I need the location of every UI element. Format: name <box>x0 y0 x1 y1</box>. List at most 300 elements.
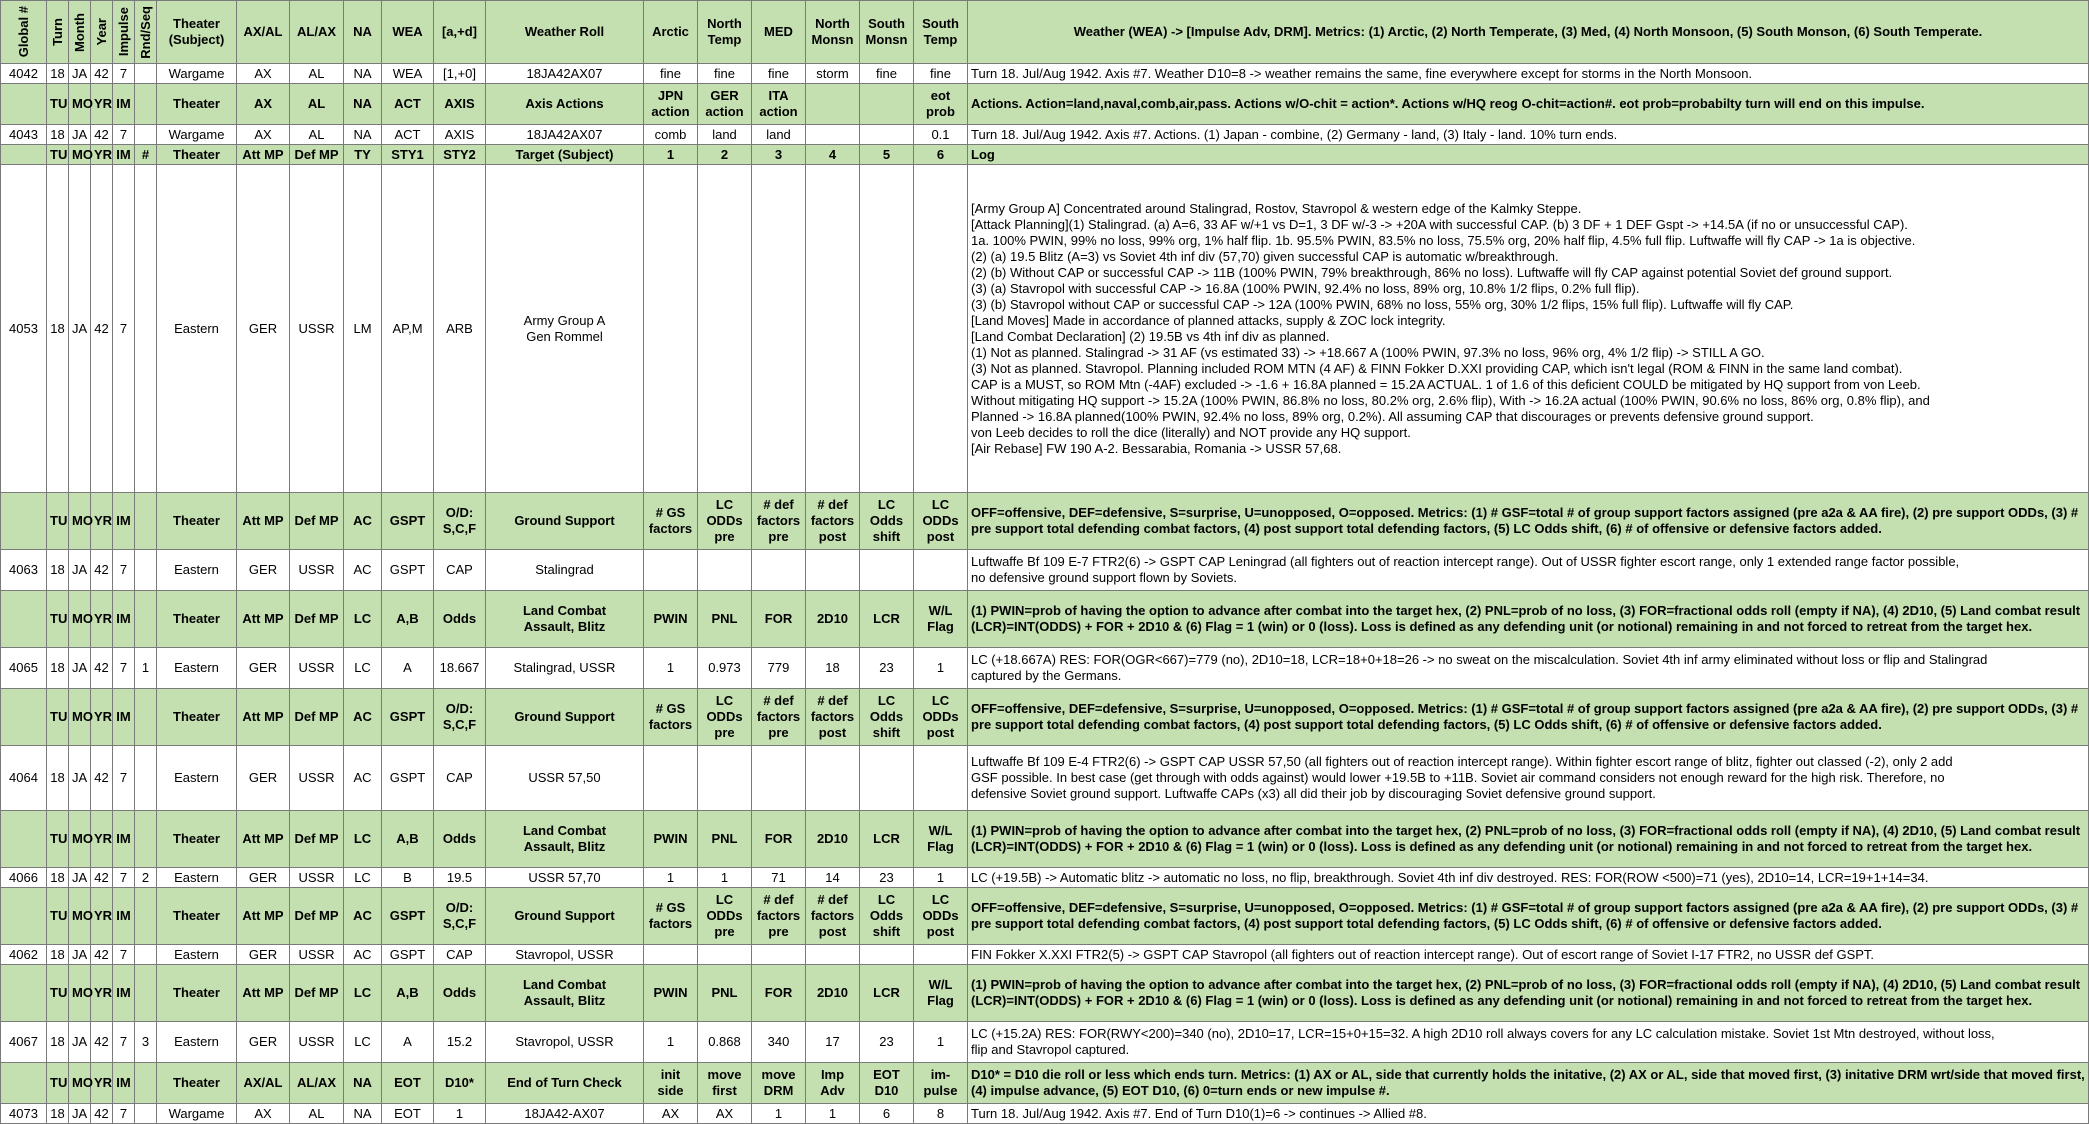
table-cell: GER <box>237 648 290 689</box>
table-cell: Land Combat Assault, Blitz <box>486 811 644 868</box>
table-cell: 1 <box>752 1104 806 1124</box>
table-cell: LC <box>344 648 382 689</box>
table-cell: GSPT <box>382 550 434 591</box>
table-cell: AX <box>237 1104 290 1124</box>
table-cell <box>1 811 47 868</box>
table-cell: 6 <box>860 1104 914 1124</box>
header-cell: Year <box>91 1 113 64</box>
table-cell <box>135 689 157 746</box>
table-cell: LC Odds shift <box>860 689 914 746</box>
table-cell: 42 <box>91 648 113 689</box>
table-cell: # def factors pre <box>752 493 806 550</box>
table-cell <box>135 1104 157 1124</box>
table-row <box>1 868 2089 888</box>
table-cell: NA <box>344 125 382 145</box>
table-cell: LC ODDs post <box>914 689 968 746</box>
table-cell <box>752 550 806 591</box>
table-cell <box>135 746 157 811</box>
header-cell: WEA <box>382 1 434 64</box>
table-cell: JA <box>69 648 91 689</box>
table-body <box>1 64 2089 1124</box>
table-cell: GER <box>237 746 290 811</box>
table-cell: 1 <box>644 868 698 888</box>
table-cell: Stavropol, USSR <box>486 1022 644 1063</box>
table-cell: Theater <box>157 493 237 550</box>
table-cell: 15.2 <box>434 1022 486 1063</box>
table-cell: JA <box>69 1104 91 1124</box>
table-cell: Att MP <box>237 811 290 868</box>
table-cell: LC ODDs post <box>914 493 968 550</box>
table-cell: YR <box>91 591 113 648</box>
table-cell: 18 <box>47 945 69 965</box>
table-cell: 4065 <box>1 648 47 689</box>
table-cell: 4042 <box>1 64 47 84</box>
table-cell: USSR <box>290 945 344 965</box>
table-cell: JA <box>69 550 91 591</box>
table-cell: AL/AX <box>290 1063 344 1104</box>
table-cell: MO <box>69 811 91 868</box>
table-cell: Theater <box>157 591 237 648</box>
section-header-row <box>1 1063 2089 1104</box>
log-cell: OFF=offensive, DEF=defensive, S=surprise, U=unopposed, O=opposed. Metrics: (1) # GSF=total # of group support factors assigned (pre a2a & AA fire), (2) pre support ODDs, (3) # pre support total defending combat factors, (4) post support total defending factors, (5) LC Odds shift, (6) # of offensive or defensive factors added. <box>968 493 2089 550</box>
table-cell: 7 <box>113 868 135 888</box>
table-cell: # def factors post <box>806 493 860 550</box>
table-cell: IM <box>113 965 135 1022</box>
log-cell: Luftwaffe Bf 109 E-7 FTR2(6) -> GSPT CAP Leningrad (all fighters out of reaction intercept range). Out of USSR fighter escort range, only 1 extended range factor possible, no defensive ground support flown by Soviets. <box>968 550 2089 591</box>
table-cell: Def MP <box>290 145 344 165</box>
table-cell: 4066 <box>1 868 47 888</box>
table-cell <box>644 550 698 591</box>
table-cell: 18JA42AX07 <box>486 64 644 84</box>
table-cell: Att MP <box>237 145 290 165</box>
table-cell: 18 <box>47 746 69 811</box>
table-cell: GER <box>237 868 290 888</box>
table-cell: Def MP <box>290 811 344 868</box>
table-cell: IM <box>113 84 135 125</box>
section-header-row <box>1 965 2089 1022</box>
table-cell: ACT <box>382 125 434 145</box>
table-cell: 18 <box>47 550 69 591</box>
header-cell: South Temp <box>914 1 968 64</box>
table-cell: 7 <box>113 746 135 811</box>
table-cell: Theater <box>157 811 237 868</box>
table-cell: Theater <box>157 84 237 125</box>
table-cell: 18JA42AX07 <box>486 125 644 145</box>
section-header-row <box>1 84 2089 125</box>
table-cell: LCR <box>860 591 914 648</box>
section-header-row <box>1 689 2089 746</box>
table-cell: IM <box>113 493 135 550</box>
table-cell: Att MP <box>237 493 290 550</box>
table-cell <box>135 945 157 965</box>
table-cell: 18 <box>47 648 69 689</box>
table-cell: IM <box>113 888 135 945</box>
table-cell: GER <box>237 165 290 493</box>
header-cell: Impulse <box>113 1 135 64</box>
table-cell <box>1 84 47 125</box>
table-cell: 2D10 <box>806 965 860 1022</box>
table-cell: MO <box>69 145 91 165</box>
table-cell: 3 <box>135 1022 157 1063</box>
table-cell: 779 <box>752 648 806 689</box>
table-cell: TU <box>47 965 69 1022</box>
table-cell: ARB <box>434 165 486 493</box>
table-cell: TY <box>344 145 382 165</box>
table-cell: # GS factors <box>644 493 698 550</box>
table-cell: 19.5 <box>434 868 486 888</box>
table-cell: 4064 <box>1 746 47 811</box>
table-cell: eot prob <box>914 84 968 125</box>
header-cell: Arctic <box>644 1 698 64</box>
table-cell: fine <box>644 64 698 84</box>
table-cell: 5 <box>860 145 914 165</box>
table-cell <box>135 888 157 945</box>
table-cell: Theater <box>157 965 237 1022</box>
table-cell: Land Combat Assault, Blitz <box>486 591 644 648</box>
table-cell: 2 <box>135 868 157 888</box>
table-cell: 0.868 <box>698 1022 752 1063</box>
table-cell: LCR <box>860 811 914 868</box>
header-cell: Theater (Subject) <box>157 1 237 64</box>
section-header-row <box>1 591 2089 648</box>
table-cell: A,B <box>382 965 434 1022</box>
table-cell: 1 <box>644 648 698 689</box>
table-cell: GSPT <box>382 945 434 965</box>
table-cell: Eastern <box>157 550 237 591</box>
table-cell: GER action <box>698 84 752 125</box>
table-row <box>1 746 2089 811</box>
table-row <box>1 945 2089 965</box>
table-cell <box>644 746 698 811</box>
table-cell: USSR <box>290 550 344 591</box>
table-cell <box>806 550 860 591</box>
table-cell <box>860 550 914 591</box>
table-cell: 1 <box>135 648 157 689</box>
table-cell: 18 <box>47 1022 69 1063</box>
table-cell <box>860 125 914 145</box>
table-cell: JA <box>69 746 91 811</box>
table-cell: Wargame <box>157 1104 237 1124</box>
table-cell: AL <box>290 125 344 145</box>
table-cell: Theater <box>157 689 237 746</box>
table-cell: Stalingrad <box>486 550 644 591</box>
table-cell: 23 <box>860 868 914 888</box>
table-cell: 7 <box>113 648 135 689</box>
table-cell: AC <box>344 493 382 550</box>
table-cell: MO <box>69 591 91 648</box>
table-cell: Eastern <box>157 1022 237 1063</box>
table-cell: JPN action <box>644 84 698 125</box>
table-cell: EOT <box>382 1104 434 1124</box>
table-cell: GSPT <box>382 689 434 746</box>
table-cell: fine <box>860 64 914 84</box>
table-cell: ACT <box>382 84 434 125</box>
table-cell: AXIS <box>434 125 486 145</box>
table-cell <box>135 965 157 1022</box>
table-cell: LC <box>344 965 382 1022</box>
table-cell: 0.973 <box>698 648 752 689</box>
table-cell: TU <box>47 689 69 746</box>
table-cell: LM <box>344 165 382 493</box>
table-cell <box>644 945 698 965</box>
table-cell: JA <box>69 945 91 965</box>
table-cell <box>806 945 860 965</box>
table-cell: Imp Adv <box>806 1063 860 1104</box>
table-cell: YR <box>91 965 113 1022</box>
table-row <box>1 64 2089 84</box>
table-cell: PWIN <box>644 591 698 648</box>
table-cell: STY1 <box>382 145 434 165</box>
table-cell: GER <box>237 1022 290 1063</box>
table-cell: PWIN <box>644 811 698 868</box>
table-cell: Target (Subject) <box>486 145 644 165</box>
table-cell: 18 <box>806 648 860 689</box>
table-cell: 1 <box>914 648 968 689</box>
table-cell: CAP <box>434 550 486 591</box>
table-cell: JA <box>69 165 91 493</box>
table-cell: A <box>382 648 434 689</box>
table-cell: init side <box>644 1063 698 1104</box>
table-cell: MO <box>69 84 91 125</box>
table-cell: TU <box>47 811 69 868</box>
section-header-row <box>1 888 2089 945</box>
table-cell <box>1 493 47 550</box>
table-cell <box>1 1063 47 1104</box>
log-cell: Turn 18. Jul/Aug 1942. Axis #7. End of Turn D10(1)=6 -> continues -> Allied #8. <box>968 1104 2089 1124</box>
table-cell: Def MP <box>290 591 344 648</box>
table-cell: AX/AL <box>237 1063 290 1104</box>
table-cell <box>752 945 806 965</box>
table-cell: AXIS <box>434 84 486 125</box>
table-cell: 1 <box>434 1104 486 1124</box>
table-cell: Wargame <box>157 64 237 84</box>
table-cell: Odds <box>434 811 486 868</box>
table-cell: Axis Actions <box>486 84 644 125</box>
table-cell: 7 <box>113 1022 135 1063</box>
log-cell: [Army Group A] Concentrated around Stalingrad, Rostov, Stavropol & western edge of the Kalmky Steppe. [Attack Planning](1) Stalingrad. (a) A=6, 33 AF w/+1 vs D=1, 3 DF w/-3 -> +20A with successful CAP. (b) 3 DF + 1 DEF Gspt -> +14.5A (if no or unsuccessful CAP). 1a. 100% PWIN, 99% no loss, 99% org, 1% half flip. 1b. 95.5% PWIN, 83.5% no loss, 75.5% org, 20% half flip, 4.5% full flip. Luftwaffe will fly CAP -> 1a is objective. (2) (a) 19.5 Blitz (A=3) vs Soviet 4th inf div (57,70) given successful CAP is automatic w/breakthrough. (2) (b) Without CAP or successful CAP -> 11B (100% PWIN, 79% breakthrough, 86% no loss). Luftwaffe will fly CAP against potential Soviet def ground support. (3) (a) Stavropol with successful CAP -> 16.8A (100% PWIN, 92.4% no loss, 89% org, 10.8% 1/2 flips, 0.2% full flip). (3) (b) Stavropol without CAP or successful CAP -> 12A (100% PWIN, 68% no loss, 55% org, 30% 1/2 flips, 15% full flip). Luftwaffe will fly CAP. [Land Moves] Made in accordance of planned attacks, supply & ZOC lock integrity. [Land Combat Declaration] (2) 19.5B vs 4th inf div as planned. (1) Not as planned. Stalingrad -> 31 AF (vs estimated 33) -> +18.667 A (100% PWIN, 97.3% no loss, 96% org, 4% 1/2 flip) -> STILL A GO. (3) Not as planned. Stavropol. Planning included ROM MTN (4 AF) & FINN Fokker D.XXI providing CAP, which isn't legal (ROM & FINN in the same land combat). CAP is a MUST, so ROM Mtn (-4AF) excluded -> -1.6 + 16.8A planned = 15.2A ACTUAL. 1 of 1.6 of this deficient COULD be mitigated by HQ support from von Leeb. Without mitigating HQ support -> 15.2A (100% PWIN, 86.8% no loss, 80.2% org, 2.6% flip), With -> 16.2A actual (100% PWIN, 90.6% no loss, 86% org, 0.8% flip), and Planned -> 16.8A planned(100% PWIN, 92.4% no loss, 89% org, 0.2%). All assuming CAP that discourages or prevents defensive ground support. von Leeb decides to roll the dice (literally) and NOT provide any HQ support. [Air Rebase] FW 190 A-2. Bessarabia, Romania -> USSR 57,68. <box>968 165 2089 493</box>
table-cell: IM <box>113 145 135 165</box>
table-cell: JA <box>69 868 91 888</box>
table-cell <box>806 746 860 811</box>
table-cell: 7 <box>113 64 135 84</box>
table-cell <box>806 84 860 125</box>
table-cell: 1 <box>914 1022 968 1063</box>
table-cell <box>1 965 47 1022</box>
table-cell: D10* <box>434 1063 486 1104</box>
header-cell: MED <box>752 1 806 64</box>
table-cell: GSPT <box>382 888 434 945</box>
header-cell: South Monsn <box>860 1 914 64</box>
table-cell: B <box>382 868 434 888</box>
table-cell: GER <box>237 945 290 965</box>
table-cell <box>860 746 914 811</box>
table-cell: 18 <box>47 1104 69 1124</box>
table-cell: 71 <box>752 868 806 888</box>
table-cell: YR <box>91 493 113 550</box>
table-cell: JA <box>69 125 91 145</box>
table-cell: STY2 <box>434 145 486 165</box>
table-cell: A <box>382 1022 434 1063</box>
table-cell <box>135 84 157 125</box>
table-cell: TU <box>47 84 69 125</box>
table-cell: USSR 57,70 <box>486 868 644 888</box>
table-row <box>1 1022 2089 1063</box>
table-cell: EOT D10 <box>860 1063 914 1104</box>
header-cell: Weather (WEA) -> [Impulse Adv, DRM]. Metrics: (1) Arctic, (2) North Temperate, (3) Med, (4) North Monsoon, (5) South Monson, (6) South Temperate. <box>968 1 2089 64</box>
table-cell: PNL <box>698 965 752 1022</box>
table-cell <box>860 945 914 965</box>
table-cell: YR <box>91 145 113 165</box>
table-cell: 7 <box>113 165 135 493</box>
table-cell: YR <box>91 689 113 746</box>
table-cell: Att MP <box>237 888 290 945</box>
table-cell: 4067 <box>1 1022 47 1063</box>
table-cell: JA <box>69 64 91 84</box>
table-cell: NA <box>344 64 382 84</box>
table-cell: move first <box>698 1063 752 1104</box>
table-cell: W/L Flag <box>914 591 968 648</box>
table-cell: # def factors pre <box>752 689 806 746</box>
table-cell <box>860 84 914 125</box>
table-cell: IM <box>113 811 135 868</box>
header-cell: North Temp <box>698 1 752 64</box>
header-cell: Month <box>69 1 91 64</box>
table-cell: USSR <box>290 746 344 811</box>
table-cell: Eastern <box>157 648 237 689</box>
table-cell: AX <box>698 1104 752 1124</box>
table-cell <box>135 493 157 550</box>
table-cell: 1 <box>914 868 968 888</box>
log-cell: LC (+19.5B) -> Automatic blitz -> automatic no loss, no flip, breakthrough. Soviet 4th inf div destroyed. RES: FOR(ROW <500)=71 (yes), 2D10=14, LCR=19+1+14=34. <box>968 868 2089 888</box>
table-cell: YR <box>91 1063 113 1104</box>
table-cell: # def factors post <box>806 888 860 945</box>
log-cell: (1) PWIN=prob of having the option to advance after combat into the target hex, (2) PNL=prob of no loss, (3) FOR=fractional odds roll (empty if NA), (4) 2D10, (5) Land combat result (LCR)=INT(ODDS) + FOR + 2D10 & (6) Flag = 1 (win) or 0 (loss). Loss is defined as any defending unit (or notional) remaining in and not forced to retreat from the target hex. <box>968 965 2089 1022</box>
table-cell: YR <box>91 84 113 125</box>
table-cell: Def MP <box>290 965 344 1022</box>
table-cell: 18 <box>47 165 69 493</box>
table-cell: 18 <box>47 125 69 145</box>
table-cell: Odds <box>434 965 486 1022</box>
table-cell: USSR <box>290 165 344 493</box>
table-cell <box>698 746 752 811</box>
table-cell: LC <box>344 1022 382 1063</box>
table-cell: 2D10 <box>806 811 860 868</box>
table-cell: W/L Flag <box>914 811 968 868</box>
table-cell: AL <box>290 64 344 84</box>
table-cell: O/D: S,C,F <box>434 888 486 945</box>
table-cell: 7 <box>113 550 135 591</box>
table-cell: PWIN <box>644 965 698 1022</box>
header-cell: AX/AL <box>237 1 290 64</box>
table-cell: PNL <box>698 811 752 868</box>
header-cell: [a,+d] <box>434 1 486 64</box>
header-cell: Weather Roll <box>486 1 644 64</box>
table-cell: 4043 <box>1 125 47 145</box>
table-cell: 17 <box>806 1022 860 1063</box>
table-cell: MO <box>69 1063 91 1104</box>
table-cell: LC <box>344 591 382 648</box>
table-cell: AX <box>644 1104 698 1124</box>
table-cell: land <box>698 125 752 145</box>
table-cell: MO <box>69 689 91 746</box>
table-cell: Theater <box>157 145 237 165</box>
table-cell: PNL <box>698 591 752 648</box>
table-cell: fine <box>698 64 752 84</box>
table-cell: 1 <box>806 1104 860 1124</box>
table-cell: 14 <box>806 868 860 888</box>
table-cell <box>1 888 47 945</box>
table-cell: LC ODDs pre <box>698 888 752 945</box>
table-cell: Eastern <box>157 868 237 888</box>
table-cell: End of Turn Check <box>486 1063 644 1104</box>
table-cell <box>1 145 47 165</box>
table-cell: MO <box>69 888 91 945</box>
table-cell: 4073 <box>1 1104 47 1124</box>
table-cell <box>135 550 157 591</box>
table-cell: Wargame <box>157 125 237 145</box>
table-cell: Theater <box>157 888 237 945</box>
table-cell: Eastern <box>157 165 237 493</box>
table-cell <box>914 945 968 965</box>
table-cell: AX <box>237 125 290 145</box>
log-cell: D10* = D10 die roll or less which ends turn. Metrics: (1) AX or AL, side that currently holds the initative, (2) AX or AL, side that moved first, (3) initative DRM wrt/side that moved first, (4) impulse advance, (5) EOT D10, (6) 0=turn ends or new impulse #. <box>968 1063 2089 1104</box>
log-cell: Turn 18. Jul/Aug 1942. Axis #7. Actions. (1) Japan - combine, (2) Germany - land, (3) Italy - land. 10% turn ends. <box>968 125 2089 145</box>
table-cell: USSR 57,50 <box>486 746 644 811</box>
table-cell: NA <box>344 84 382 125</box>
table-cell: NA <box>344 1104 382 1124</box>
table-cell: # def factors post <box>806 689 860 746</box>
log-cell: LC (+18.667A) RES: FOR(OGR<667)=779 (no), 2D10=18, LCR=18+0+18=26 -> no sweat on the miscalculation. Soviet 4th inf army eliminated without loss or flip and Stalingrad captured by the Germans. <box>968 648 2089 689</box>
table-cell: 7 <box>113 125 135 145</box>
table-cell: 42 <box>91 550 113 591</box>
table-cell: comb <box>644 125 698 145</box>
table-cell: NA <box>344 1063 382 1104</box>
table-cell: 42 <box>91 64 113 84</box>
table-cell: 2D10 <box>806 591 860 648</box>
table-cell: Att MP <box>237 689 290 746</box>
section-header-row <box>1 493 2089 550</box>
log-cell: OFF=offensive, DEF=defensive, S=surprise, U=unopposed, O=opposed. Metrics: (1) # GSF=total # of group support factors assigned (pre a2a & AA fire), (2) pre support ODDs, (3) # pre support total defending combat factors, (4) post support total defending factors, (5) LC Odds shift, (6) # of offensive or defensive factors added. <box>968 888 2089 945</box>
table-cell: 18JA42-AX07 <box>486 1104 644 1124</box>
table-cell: 18 <box>47 868 69 888</box>
table-cell: Eastern <box>157 746 237 811</box>
header-row <box>1 1 2089 64</box>
table-cell <box>698 165 752 493</box>
table-cell: MO <box>69 493 91 550</box>
table-cell: O/D: S,C,F <box>434 493 486 550</box>
table-cell: LC Odds shift <box>860 888 914 945</box>
table-cell: 18 <box>47 64 69 84</box>
table-cell: EOT <box>382 1063 434 1104</box>
table-cell: 4063 <box>1 550 47 591</box>
table-cell: Stalingrad, USSR <box>486 648 644 689</box>
table-cell: Eastern <box>157 945 237 965</box>
table-row <box>1 1104 2089 1124</box>
table-cell: O/D: S,C,F <box>434 689 486 746</box>
table-cell: Ground Support <box>486 888 644 945</box>
table-cell: IM <box>113 689 135 746</box>
table-cell: IM <box>113 591 135 648</box>
table-cell <box>698 945 752 965</box>
table-cell: Land Combat Assault, Blitz <box>486 965 644 1022</box>
table-cell: AL <box>290 1104 344 1124</box>
log-cell: FIN Fokker X.XXI FTR2(5) -> GSPT CAP Stavropol (all fighters out of reaction intercept range). Out of escort range of Soviet I-17 FTR2, no USSR def GSPT. <box>968 945 2089 965</box>
table-cell: CAP <box>434 945 486 965</box>
table-cell: # <box>135 145 157 165</box>
table-cell: USSR <box>290 868 344 888</box>
table-cell: # def factors pre <box>752 888 806 945</box>
table-row <box>1 165 2089 493</box>
